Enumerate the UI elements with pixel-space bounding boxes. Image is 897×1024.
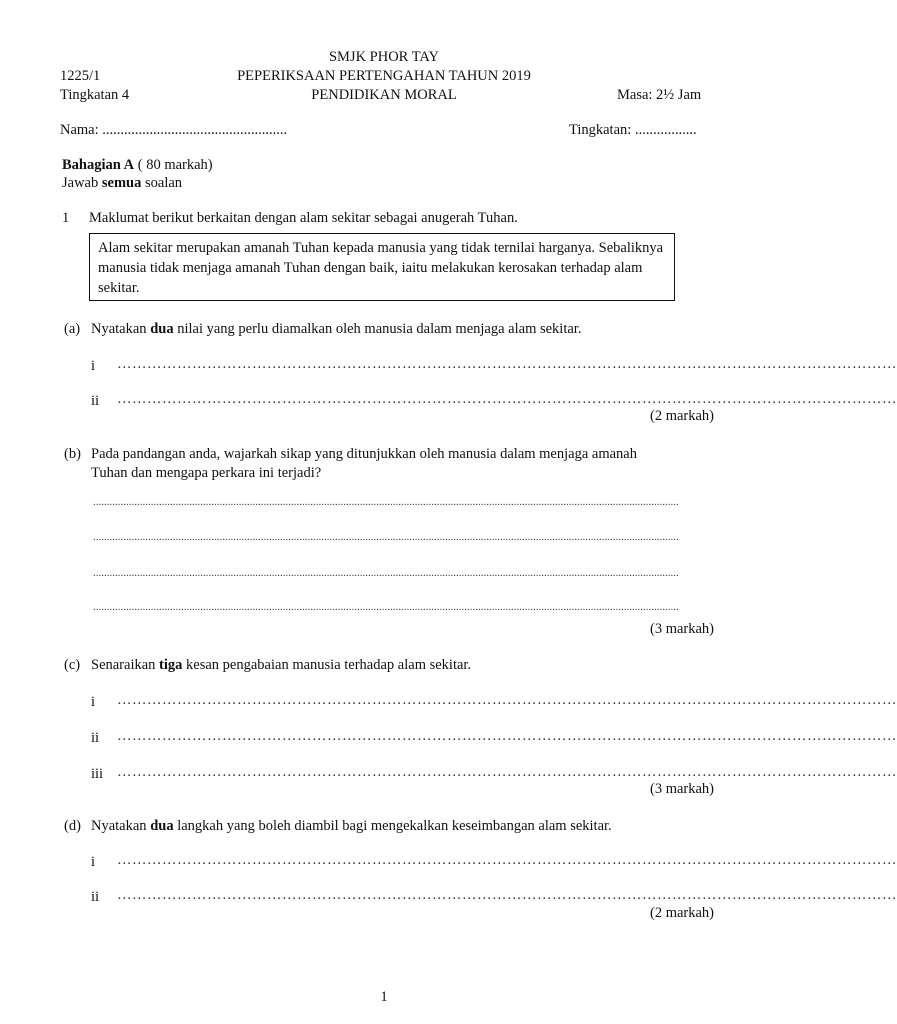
part-d-label: (d) — [64, 818, 81, 834]
part-c-question — [91, 656, 471, 674]
paper-code: 1225/1 — [60, 68, 101, 84]
instruction-text: Jawab — [62, 175, 102, 191]
part-d-item-label: ii — [91, 889, 100, 905]
section-instruction — [62, 174, 182, 192]
section-title: Bahagian A — [62, 157, 135, 173]
part-a-item-label: ii — [91, 393, 100, 409]
part-c-text: Senaraikan — [91, 657, 160, 673]
name-label: Nama: — [60, 122, 99, 138]
part-b-question-line1: Pada pandangan anda, wajarkah sikap yang ditunjukkan oleh manusia dalam menjaga amanah — [91, 446, 637, 462]
question-intro: Maklumat berikut berkaitan dengan alam sekitar sebagai anugerah Tuhan. — [89, 210, 518, 226]
instruction-emphasis: semua — [101, 175, 142, 191]
section-marks: ( 80 markah) — [137, 157, 213, 173]
answer-line[interactable]: ..................................................................................................................................................................................................................... — [93, 531, 679, 543]
part-a-label: (a) — [64, 321, 81, 337]
answer-line[interactable]: ..................................................................................................................................................................................................................... — [93, 567, 679, 579]
part-a-marks: (2 markah) — [649, 408, 714, 424]
part-c-marks: (3 markah) — [649, 781, 714, 797]
part-c-text-end: kesan pengabaian manusia terhadap alam sekitar. — [182, 657, 472, 673]
answer-line[interactable]: ………………………………………………………………………………………………………………………………………… — [117, 764, 897, 780]
exam-title: PEPERIKSAAN PERTENGAHAN TAHUN 2019 — [237, 68, 531, 84]
question-number: 1 — [62, 210, 70, 226]
form-blank[interactable]: ................. — [634, 122, 697, 138]
form-level: Tingkatan 4 — [60, 87, 130, 103]
answer-line[interactable]: ………………………………………………………………………………………………………………………………………… — [117, 728, 897, 744]
answer-line[interactable]: ..................................................................................................................................................................................................................... — [93, 496, 679, 508]
part-c-label: (c) — [64, 657, 81, 673]
part-d-item-label: i — [91, 854, 96, 870]
answer-line[interactable]: ………………………………………………………………………………………………………………………………………… — [117, 887, 897, 903]
school-name: SMJK PHOR TAY — [328, 49, 440, 65]
form-field[interactable] — [569, 121, 697, 139]
part-d-text-end: langkah yang boleh diambil bagi mengekalkan keseimbangan alam sekitar. — [173, 818, 612, 834]
name-field[interactable] — [60, 121, 287, 139]
section-heading — [62, 156, 213, 174]
part-b-label: (b) — [64, 446, 81, 462]
page-number: 1 — [380, 989, 388, 1005]
part-d-question — [91, 817, 612, 835]
form-label: Tingkatan: — [569, 122, 632, 138]
part-a-question — [91, 320, 581, 338]
part-c-item-label: i — [91, 694, 96, 710]
part-d-marks: (2 markah) — [649, 905, 714, 921]
answer-line[interactable]: ..................................................................................................................................................................................................................... — [93, 601, 679, 613]
part-d-text: Nyatakan — [91, 818, 151, 834]
part-c-item-label: ii — [91, 730, 100, 746]
exam-duration: Masa: 2½ Jam — [617, 87, 702, 103]
part-b-marks: (3 markah) — [649, 621, 714, 637]
answer-line[interactable]: ………………………………………………………………………………………………………………………………………… — [117, 356, 897, 372]
subject-title: PENDIDIKAN MORAL — [311, 87, 457, 103]
part-a-text: Nyatakan — [91, 321, 151, 337]
part-a-item-label: i — [91, 358, 96, 374]
answer-line[interactable]: ………………………………………………………………………………………………………………………………………… — [117, 852, 897, 868]
part-c-item-label: iii — [91, 766, 104, 782]
instruction-text-end: soalan — [141, 175, 183, 191]
answer-line[interactable]: ………………………………………………………………………………………………………………………………………… — [117, 391, 897, 407]
info-box: Alam sekitar merupakan amanah Tuhan kepada manusia yang tidak ternilai harganya. Sebaliknya manusia tidak menjaga amanah Tuhan dengan baik, iaitu melakukan kerosakan terhadap alam sekitar. — [89, 233, 675, 301]
part-a-emphasis: dua — [150, 321, 174, 337]
part-b-question-line2: Tuhan dan mengapa perkara ini terjadi? — [91, 465, 322, 481]
answer-line[interactable]: ………………………………………………………………………………………………………………………………………… — [117, 692, 897, 708]
name-blank[interactable]: ................................................... — [102, 122, 288, 138]
part-c-emphasis: tiga — [159, 657, 183, 673]
part-a-text-end: nilai yang perlu diamalkan oleh manusia dalam menjaga alam sekitar. — [173, 321, 582, 337]
part-d-emphasis: dua — [150, 818, 174, 834]
